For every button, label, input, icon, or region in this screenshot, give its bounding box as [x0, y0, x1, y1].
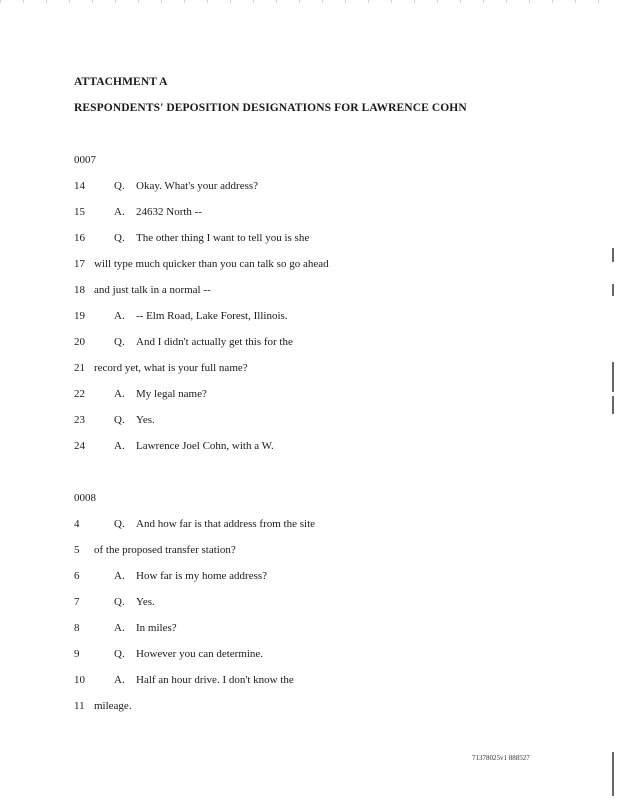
speaker-label: Q. [114, 232, 125, 244]
line-text: mileage. [94, 700, 132, 712]
line-text: How far is my home address? [136, 570, 268, 582]
line-text: Half an hour drive. I don't know the [136, 674, 294, 686]
scan-edge-mark [612, 248, 614, 262]
line-text: In miles? [136, 622, 177, 634]
line-number: 23 [74, 414, 85, 426]
line-text: will type much quicker than you can talk so go ahead [94, 258, 329, 270]
designation-title: RESPONDENTS' DEPOSITION DESIGNATIONS FOR LAWRENCE COHN [74, 102, 467, 114]
line-text: and just talk in a normal -- [94, 284, 211, 296]
speaker-label: Q. [114, 596, 125, 608]
line-text: Yes. [136, 596, 155, 608]
document-footer-id: 71378025v1 888527 [472, 754, 530, 762]
line-number: 15 [74, 206, 85, 218]
speaker-label: A. [114, 206, 125, 218]
speaker-label: Q. [114, 414, 125, 426]
line-number: 14 [74, 180, 85, 192]
page-marker-0007: 0007 [74, 154, 96, 166]
page-marker-0008: 0008 [74, 492, 96, 504]
scan-edge-mark [612, 396, 614, 414]
line-number: 5 [74, 544, 80, 556]
line-text: However you can determine. [136, 648, 264, 660]
line-number: 4 [74, 518, 80, 530]
line-text: And I didn't actually get this for the [136, 336, 293, 348]
line-text: 24632 North -- [136, 206, 202, 218]
speaker-label: A. [114, 310, 125, 322]
line-number: 11 [74, 700, 85, 712]
line-text: Yes. [136, 414, 155, 426]
line-text: The other thing I want to tell you is she [136, 232, 310, 244]
speaker-label: Q. [114, 336, 125, 348]
line-number: 7 [74, 596, 80, 608]
speaker-label: A. [114, 622, 125, 634]
line-number: 6 [74, 570, 80, 582]
attachment-title: ATTACHMENT A [74, 76, 168, 88]
line-text: Lawrence Joel Cohn, with a W. [136, 440, 274, 452]
line-number: 21 [74, 362, 85, 374]
speaker-label: Q. [114, 518, 125, 530]
line-number: 9 [74, 648, 80, 660]
speaker-label: A. [114, 440, 125, 452]
line-number: 22 [74, 388, 85, 400]
speaker-label: Q. [114, 180, 125, 192]
scan-edge-mark [612, 752, 614, 796]
speaker-label: Q. [114, 648, 125, 660]
line-number: 19 [74, 310, 85, 322]
line-number: 18 [74, 284, 85, 296]
line-number: 8 [74, 622, 80, 634]
scan-edge-mark [612, 284, 614, 296]
line-text: And how far is that address from the site [136, 518, 316, 530]
line-number: 17 [74, 258, 85, 270]
line-number: 24 [74, 440, 85, 452]
line-text: -- Elm Road, Lake Forest, Illinois. [136, 310, 288, 322]
speaker-label: A. [114, 388, 125, 400]
line-text: My legal name? [136, 388, 207, 400]
line-number: 16 [74, 232, 85, 244]
line-text: of the proposed transfer station? [94, 544, 236, 556]
line-number: 10 [74, 674, 85, 686]
line-text: Okay. What's your address? [136, 180, 259, 192]
scan-artifact-top [0, 0, 619, 3]
scan-edge-mark [612, 362, 614, 392]
speaker-label: A. [114, 674, 125, 686]
line-text: record yet, what is your full name? [94, 362, 248, 374]
speaker-label: A. [114, 570, 125, 582]
line-number: 20 [74, 336, 85, 348]
